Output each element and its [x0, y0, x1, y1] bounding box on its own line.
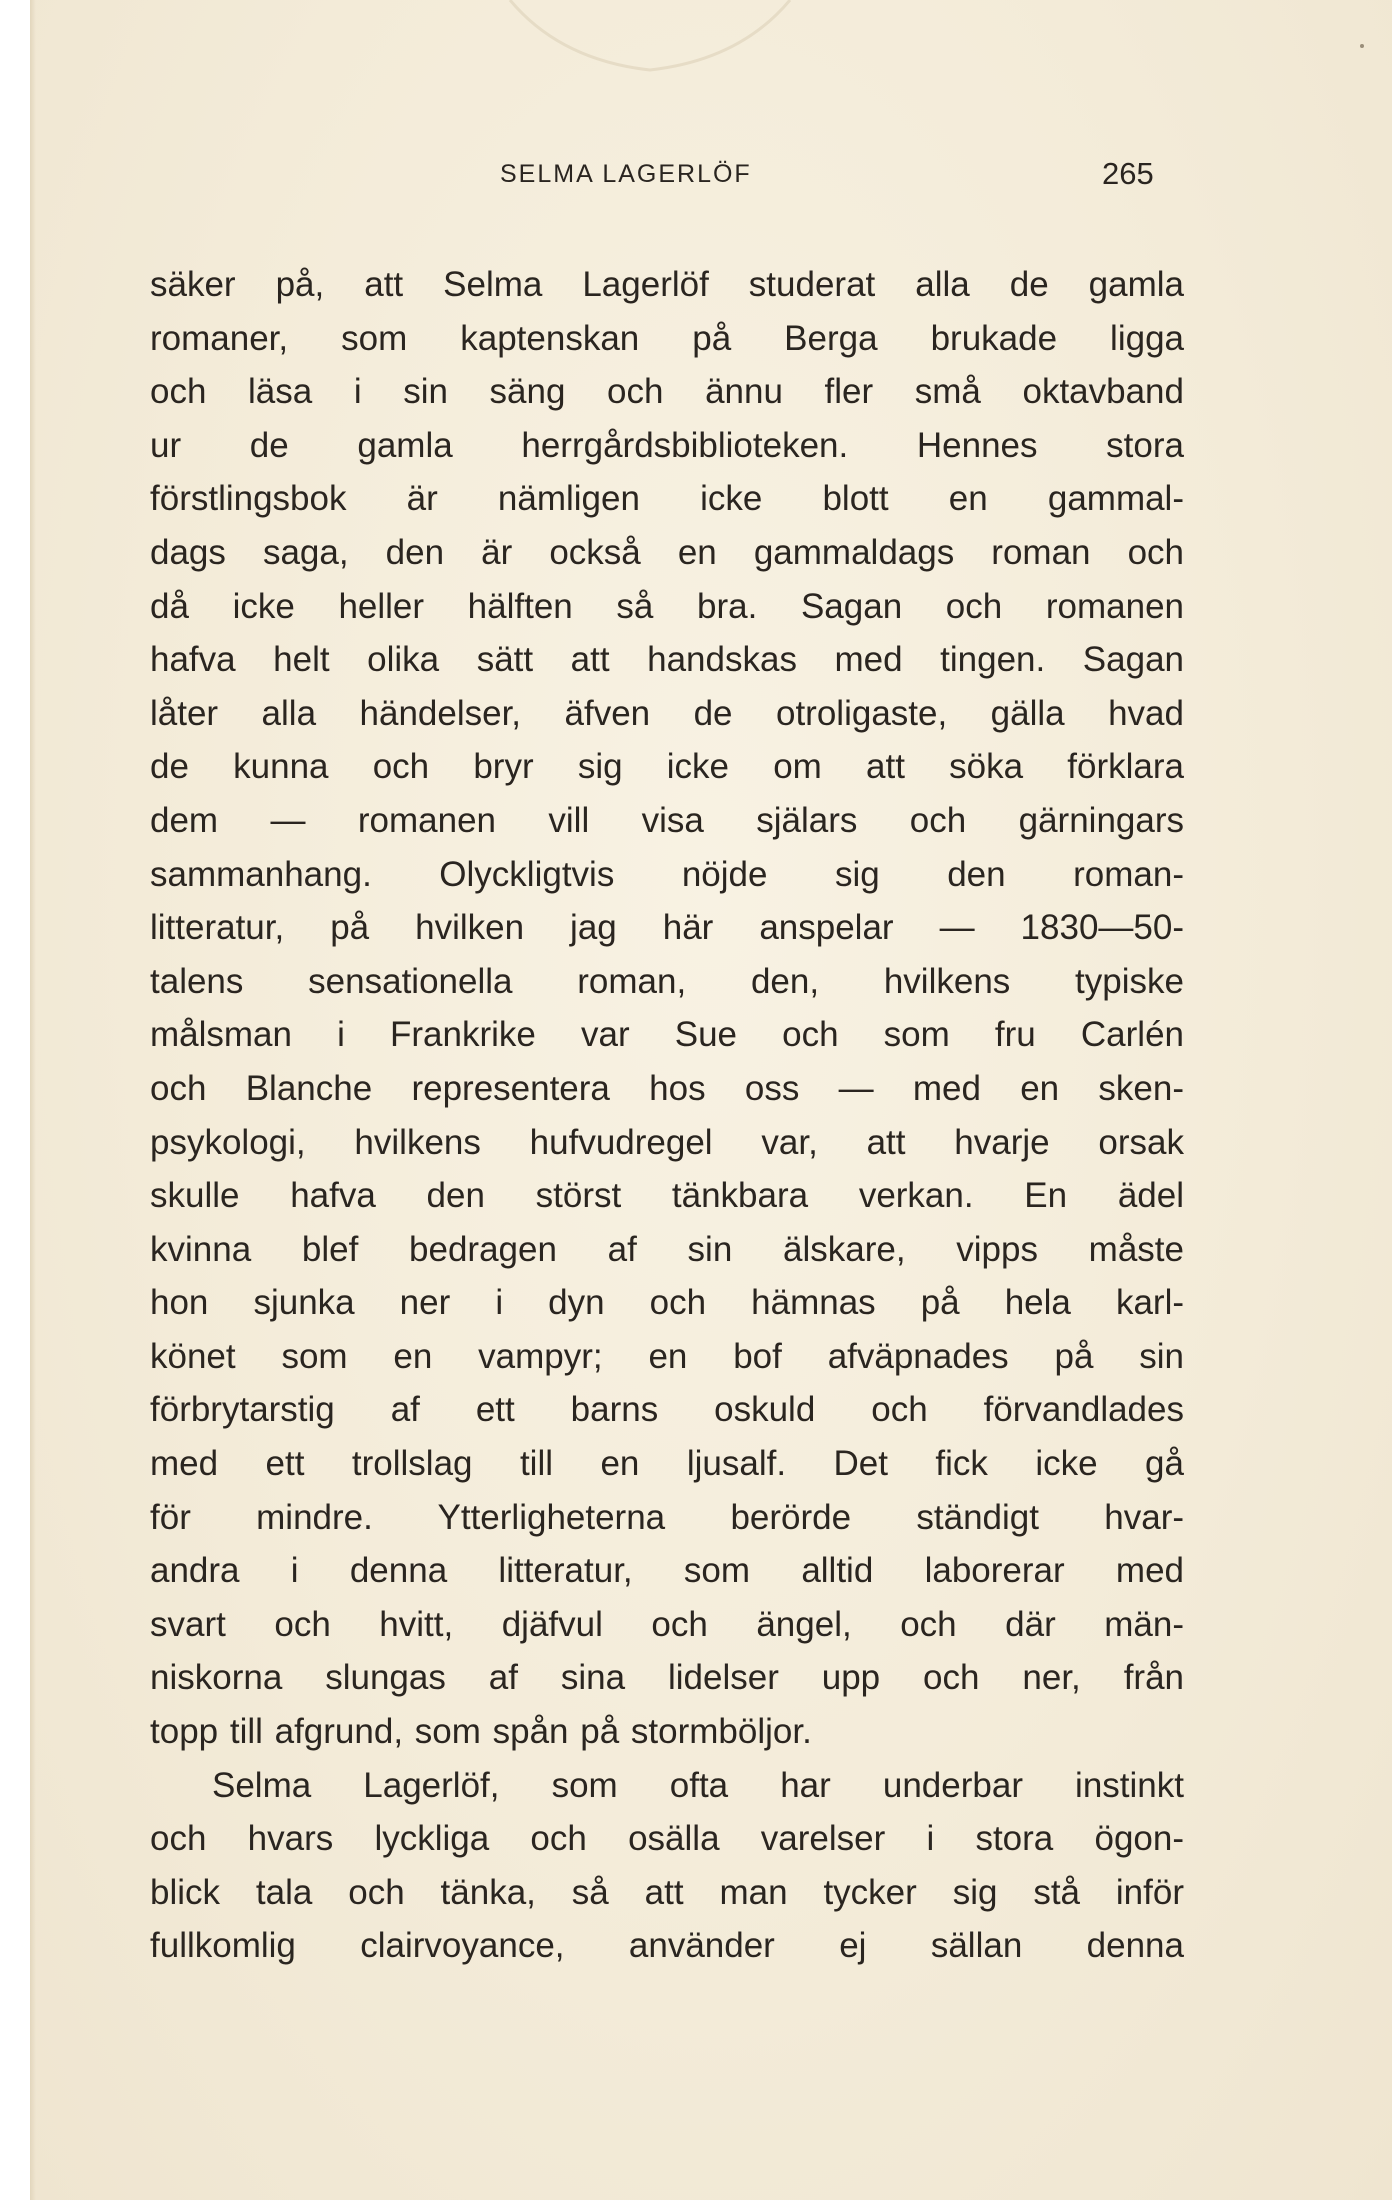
text-line: hafva helt olika sätt att handskas med tingen. Sagan [150, 640, 1184, 680]
text-line: och Blanche representera hos oss — med en sken- [150, 1068, 1184, 1108]
text-line: förstlingsbok är nämligen icke blott en gammal- [150, 479, 1184, 519]
text-line: andra i denna litteratur, som alltid laborerar med [150, 1551, 1184, 1591]
text-line: säker på, att Selma Lagerlöf studerat alla de gamla [150, 265, 1184, 304]
text-line: sammanhang. Olyckligtvis nöjde sig den roman- [150, 854, 1184, 894]
text-line: fullkomlig clairvoyance, använder ej sällan denna [150, 1926, 1184, 1966]
body-text [150, 258, 1184, 1973]
text-line: hon sjunka ner i dyn och hämnas på hela karl- [150, 1283, 1184, 1323]
text-line: psykologi, hvilkens hufvudregel var, att hvarje orsak [150, 1122, 1184, 1162]
text-line: talens sensationella roman, den, hvilkens typiske [150, 961, 1184, 1001]
paper-speck [1360, 44, 1364, 48]
text-line: och hvars lyckliga och osälla varelser i stora ögon- [150, 1819, 1184, 1859]
text-line: dem — romanen vill visa själars och gärningars [150, 800, 1184, 840]
text-line: kvinna blef bedragen af sin älskare, vipps måste [150, 1229, 1184, 1269]
paragraph [150, 1759, 1184, 1973]
text-line: dags saga, den är också en gammaldags roman och [150, 532, 1184, 572]
text-line: låter alla händelser, äfven de otroligaste, gälla hvad [150, 693, 1184, 733]
text-line: svart och hvitt, djäfvul och ängel, och där män- [150, 1604, 1184, 1644]
text-line: könet som en vampyr; en bof afväpnades på sin [150, 1336, 1184, 1376]
text-line: med ett trollslag till en ljusalf. Det fick icke gå [150, 1444, 1184, 1484]
text-line: Selma Lagerlöf, som ofta har underbar instinkt [212, 1765, 1184, 1805]
text-line: och läsa i sin säng och ännu fler små oktavband [150, 372, 1184, 412]
text-line: de kunna och bryr sig icke om att söka förklara [150, 747, 1184, 787]
page-crease-mark [500, 0, 800, 90]
text-line: ur de gamla herrgårdsbiblioteken. Hennes stora [150, 425, 1184, 465]
running-head: SELMA LAGERLÖF [500, 160, 752, 188]
paragraph [150, 258, 1184, 1759]
text-line: topp till afgrund, som spån på stormböljor. [150, 1712, 812, 1752]
page-edge [30, 0, 36, 2200]
text-line: förbrytarstig af ett barns oskuld och förvandlades [150, 1390, 1184, 1430]
page-number: 265 [1102, 156, 1154, 191]
text-line: niskorna slungas af sina lidelser upp och ner, från [150, 1658, 1184, 1698]
text-line: blick tala och tänka, så att man tycker sig stå inför [150, 1872, 1184, 1912]
text-line: litteratur, på hvilken jag här anspelar — 1830—50- [150, 908, 1184, 948]
text-line: målsman i Frankrike var Sue och som fru Carlén [150, 1015, 1184, 1055]
book-page [30, 0, 1392, 2200]
text-line: skulle hafva den störst tänkbara verkan. En ädel [150, 1176, 1184, 1216]
text-line: romaner, som kaptenskan på Berga brukade ligga [150, 318, 1184, 358]
text-line: för mindre. Ytterligheterna berörde ständigt hvar- [150, 1497, 1184, 1537]
text-line: då icke heller hälften så bra. Sagan och romanen [150, 586, 1184, 626]
page-header [30, 156, 1392, 200]
